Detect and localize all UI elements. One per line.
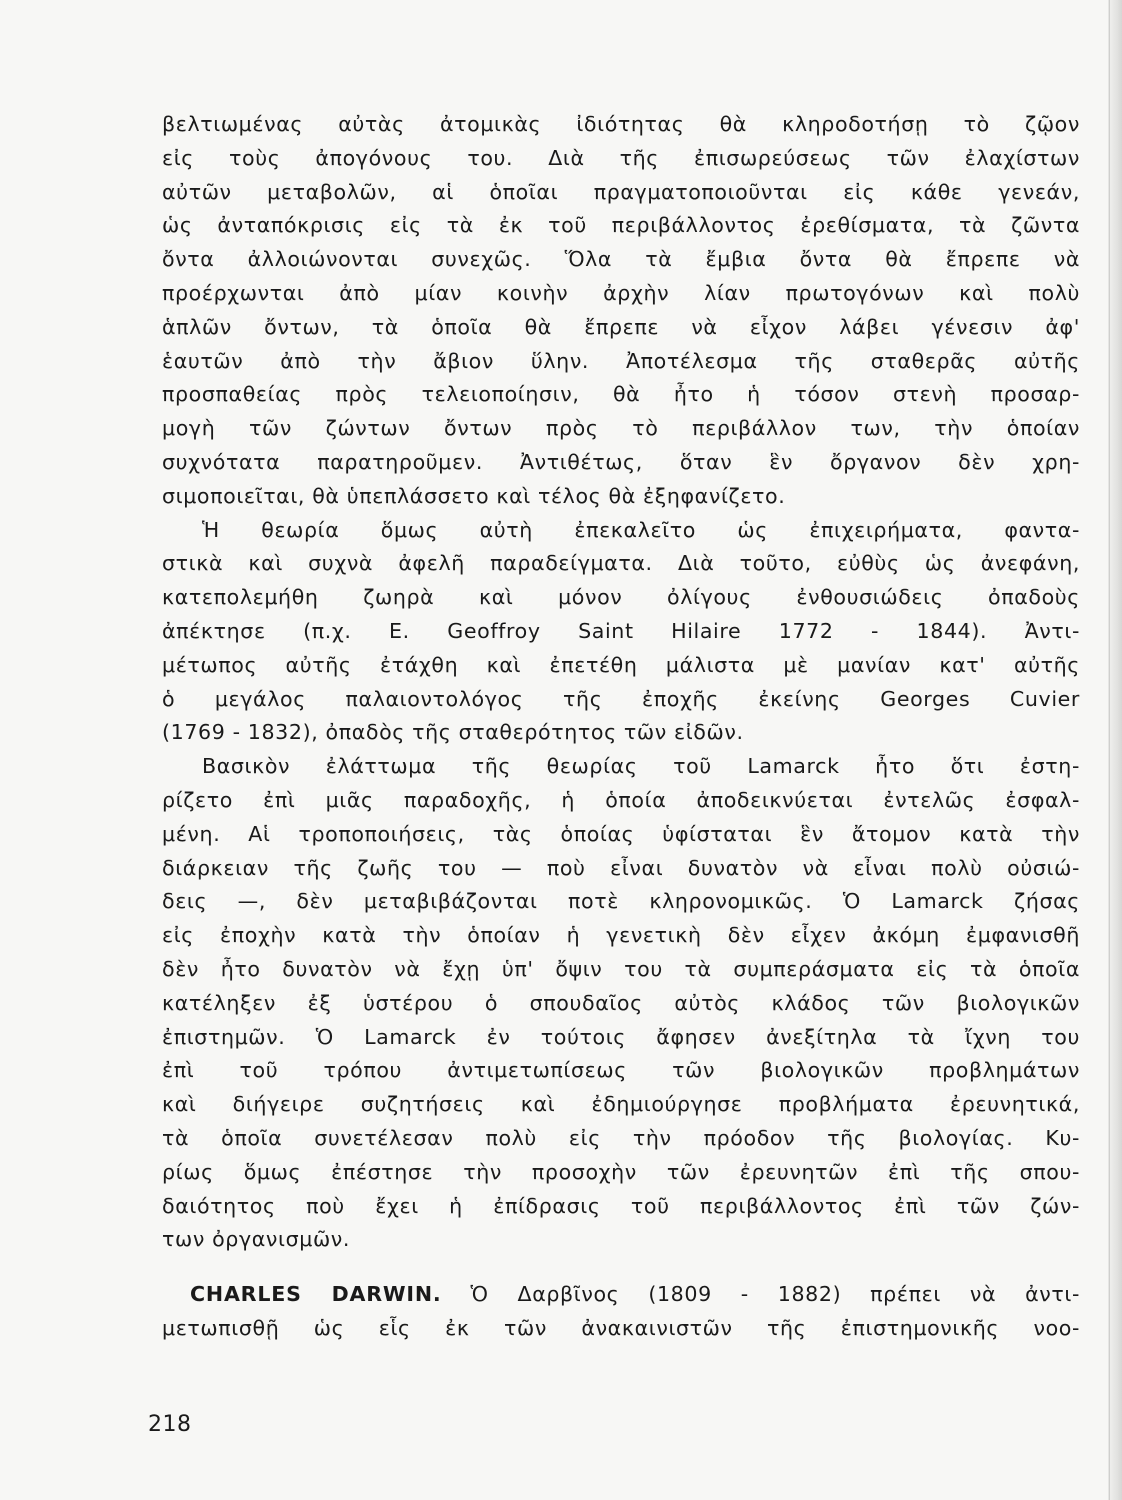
page-edge [1109,0,1122,1500]
text-line: ὄντα ἀλλοιώνονται συνεχῶς. Ὅλα τὰ ἔμβια ὄντα θὰ ἔπρεπε νὰ [162,247,1080,272]
paragraph-basic-flaw [162,750,1080,1257]
text-line: κατέληξεν ἐξ ὑστέρου ὁ σπουδαῖος αὐτὸς κλάδος τῶν βιολογικῶν [162,990,1080,1015]
text-line: κατεπολεμήθη ζωηρὰ καὶ μόνον ὀλίγους ἐνθουσιώδεις ὀπαδοὺς [162,585,1080,610]
text-line: ὁ μεγάλος παλαιοντολόγος τῆς ἐποχῆς ἐκείνης Georges Cuvier [162,686,1080,711]
text-line: ρίως ὅμως ἐπέστησε τὴν προσοχὴν τῶν ἐρευνητῶν ἐπὶ τῆς σπου- [162,1159,1080,1184]
paragraph-criticism [162,514,1080,751]
text-line: μένη. Αἱ τροποποιήσεις, τὰς ὁποίας ὑφίσταται ἓν ἄτομον κατὰ τὴν [162,821,1080,846]
section-heading: CHARLES DARWIN. [190,1282,442,1307]
text-line: ἁπλῶν ὄντων, τὰ ὁποῖα θὰ ἔπρεπε νὰ εἶχον λάβει γένεσιν ἀφ' [162,314,1080,339]
text-line: συχνότατα παρατηροῦμεν. Ἀντιθέτως, ὅταν ἓν ὄργανον δὲν χρη- [162,449,1080,474]
text-line: εἰς ἐποχὴν κατὰ τὴν ὁποίαν ἡ γενετικὴ δὲν εἶχεν ἀκόμη ἐμφανισθῆ [162,923,1080,948]
text-line: ἐπὶ τοῦ τρόπου ἀντιμετωπίσεως τῶν βιολογικῶν προβλημάτων [162,1058,1080,1083]
text-line: ἑαυτῶν ἀπὸ τὴν ἄβιον ὕλην. Ἀποτέλεσμα τῆς σταθερᾶς αὐτῆς [162,348,1080,373]
text-line: δαιότητος ποὺ ἔχει ἡ ἐπίδρασις τοῦ περιβάλλοντος ἐπὶ τῶν ζών- [162,1193,1080,1218]
text-line: βελτιωμένας αὐτὰς ἀτομικὰς ἰδιότητας θὰ κληροδοτήσῃ τὸ ζῷον [162,112,1080,136]
text-line: καὶ διήγειρε συζητήσεις καὶ ἐδημιούργησε προβλήματα ἐρευνητικά, [162,1092,1080,1117]
section-gap [162,1257,1080,1278]
text-line: μέτωπος αὐτῆς ἐτάχθη καὶ ἐπετέθη μάλιστα μὲ μανίαν κατ' αὐτῆς [162,652,1080,677]
text-line: στικὰ καὶ συχνὰ ἀφελῆ παραδείγματα. Διὰ τοῦτο, εὐθὺς ὡς ἀνεφάνη, [162,551,1080,576]
text-line: τὰ ὁποῖα συνετέλεσαν πολὺ εἰς τὴν πρόοδον τῆς βιολογίας. Κυ- [162,1125,1080,1150]
text-line: προσπαθείας πρὸς τελειοποίησιν, θὰ ἦτο ἡ τόσον στενὴ προσαρ- [162,382,1080,407]
text-line: δεις —, δὲν μεταβιβάζονται ποτὲ κληρονομικῶς. Ὁ Lamarck ζήσας [162,889,1080,914]
body-text [162,108,1080,1346]
text-line: ὡς ἀνταπόκρισις εἰς τὰ ἐκ τοῦ περιβάλλοντος ἐρεθίσματα, τὰ ζῶντα [162,213,1080,238]
text-line: μογὴ τῶν ζώντων ὄντων πρὸς τὸ περιβάλλον των, τὴν ὁποίαν [162,416,1080,441]
text-line: ρίζετο ἐπὶ μιᾶς παραδοχῆς, ἡ ὁποία ἀποδεικνύεται ἐντελῶς ἐσφαλ- [162,787,1080,812]
text-line: διάρκειαν τῆς ζωῆς του — ποὺ εἶναι δυνατὸν νὰ εἶναι πολὺ οὐσιώ- [162,855,1080,880]
section-charles-darwin [162,1278,1080,1346]
text-line: αὐτῶν μεταβολῶν, αἱ ὁποῖαι πραγματοποιοῦνται εἰς κάθε γενεάν, [162,179,1080,204]
text-line: ἐπιστημῶν. Ὁ Lamarck ἐν τούτοις ἄφησεν ἀνεξίτηλα τὰ ἴχνη του [162,1024,1080,1049]
text-line: (1769 - 1832), ὀπαδὸς τῆς σταθερότητος τῶν εἰδῶν. [162,720,744,745]
text-line: των ὀργανισμῶν. [162,1227,351,1252]
page-number: 218 [148,1412,192,1437]
text-line: σιμοποιεῖται, θὰ ὑπεπλάσσετο καὶ τέλος θὰ ἐξηφανίζετο. [162,483,786,508]
darwin-line-text: Ὁ Δαρβῖνος (1809 - 1882) πρέπει νὰ ἀντι- [470,1282,1080,1307]
text-line: εἰς τοὺς ἀπογόνους του. Διὰ τῆς ἐπισωρεύσεως τῶν ἐλαχίστων [162,145,1080,170]
text-line: δὲν ἦτο δυνατὸν νὰ ἔχῃ ὑπ' ὄψιν του τὰ συμπεράσματα εἰς τὰ ὁποῖα [162,956,1080,981]
text-line: μετωπισθῇ ὡς εἷς ἐκ τῶν ἀνακαινιστῶν τῆς ἐπιστημονικῆς νοο- [162,1315,1080,1340]
text-line: Βασικὸν ἐλάττωμα τῆς θεωρίας τοῦ Lamarck ἦτο ὅτι ἐστη- [202,754,1080,779]
darwin-first-line [162,1278,1080,1312]
paragraph-lamarck-theory [162,108,1080,514]
text-line: προέρχωνται ἀπὸ μίαν κοινὴν ἀρχὴν λίαν πρωτογόνων καὶ πολὺ [162,280,1080,305]
text-line: Ἡ θεωρία ὅμως αὐτὴ ἐπεκαλεῖτο ὡς ἐπιχειρήματα, φαντα- [202,517,1080,542]
text-line: ἀπέκτησε (π.χ. E. Geoffroy Saint Hilaire 1772 - 1844). Ἀντι- [162,618,1080,643]
